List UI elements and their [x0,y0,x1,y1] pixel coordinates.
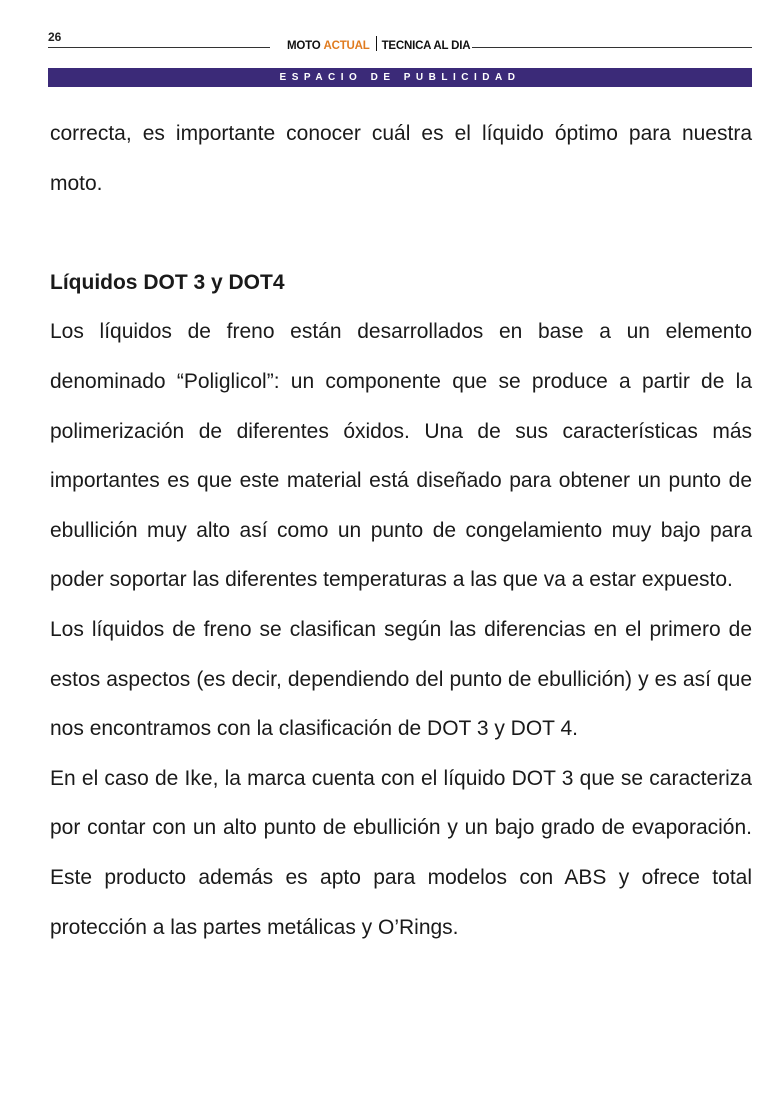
brand-moto: MOTO [287,40,321,52]
body-paragraph: Los líquidos de freno se clasifican según las diferencias en el primero de estos aspectos (es decir, dependiendo del punto de ebullición) y es así que nos encontramos con la clasificación de DOT 3 y DOT 4. [50,617,752,741]
body-paragraph: En el caso de Ike, la marca cuenta con el líquido DOT 3 que se caracteriza por contar con un alto punto de ebullición y un bajo grado de evaporación. Este producto además es apto para modelos con ABS y ofrece total protección a las partes metálicas y O’Rings. [50,766,752,939]
article-body [50,109,752,952]
ad-band-label: ESPACIO DE PUBLICIDAD [279,72,521,83]
ad-band [48,68,752,87]
paragraph-spacer [50,208,752,258]
section-heading: Líquidos DOT 3 y DOT4 [50,270,285,294]
body-paragraph: Los líquidos de freno están desarrollados en base a un elemento denominado “Poliglicol”: un componente que se produce a partir de la polimerización de diferentes óxidos. Una de sus características más importantes es que este material está diseñado para obtener un punto de ebullición muy alto así como un punto de congelamiento muy bajo para poder soportar las diferentes temperaturas a las que va a estar expuesto. [50,320,752,592]
header-rule-right [472,47,752,48]
page-number: 26 [48,30,62,44]
header-rule-left [48,47,270,48]
header-brand [287,36,470,52]
section-title: TECNICA AL DIA [381,40,471,52]
brand-actual: ACTUAL [323,40,370,52]
intro-paragraph: correcta, es importante conocer cuál es el líquido óptimo para nuestra moto. [50,122,752,195]
brand-separator [376,36,377,51]
